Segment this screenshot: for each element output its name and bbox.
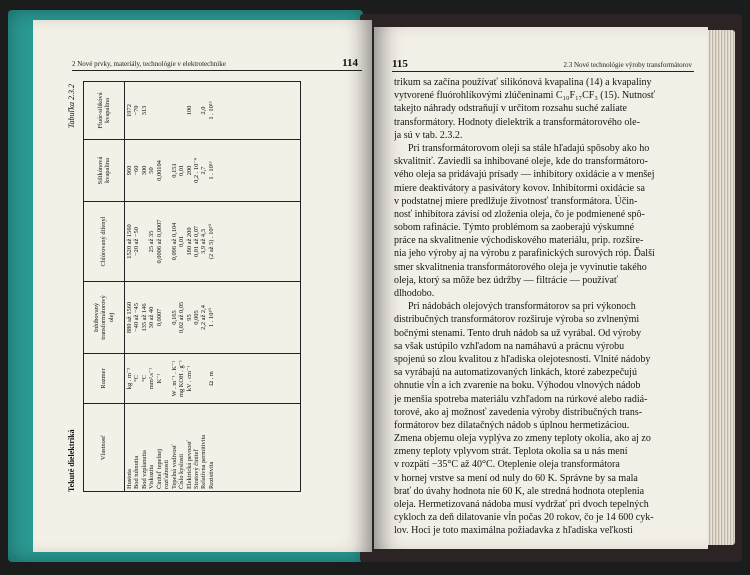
text-line: skvalitniť. Zaviedli sa inhibované oleje, kde do transformátoro- (394, 156, 648, 168)
text-line: lov. Hoci je toto maximálna požiadavka z hľadiska veľkosti (394, 525, 633, 537)
right-page-header (392, 55, 694, 72)
header-cell: Vlastnosť (84, 404, 125, 492)
rotated-table (67, 82, 302, 492)
text-line: sa vyrábajú na automatizovaných linkách, ktoré zabezpečujú (394, 367, 637, 379)
text-line: vého oleja sa pridávajú prísady — inhibítory oxidácie a v menšej (394, 169, 655, 181)
text-line: Pri nádobách olejových transformátorov sa pri výkonoch (408, 301, 636, 313)
text-line: brať do úvahy hodnota nie 60 K, ale stredná hodnota oteplenia (394, 485, 645, 497)
text-line: nosť inhibítora závisí od zloženia oleja, čo je podmienené spô- (394, 208, 645, 220)
table-label: Tabuľka 2.3.2 (67, 84, 76, 129)
header-cell: Inhibovaný transformátorový olej (84, 282, 125, 354)
header-cell: Rozmer (84, 354, 125, 404)
text-line: trikum sa začína používať silikónová kvapalina (14) a kvapaliny (394, 77, 652, 88)
text-line: distribučných transformátorov rozširuje výroba so zvlnenými (394, 314, 640, 326)
right-page-body (394, 76, 694, 538)
text-line: vytvorené fluórohlíkovými zlúčeninami C₁₀F₁₇CF₃ (15). Nutnosť (394, 90, 656, 102)
table-caption (67, 82, 81, 492)
text-line: dlhodobo. (394, 288, 435, 299)
text-line: sobom rafinácie. Týmto problémom sa zaoberajú výskumné (394, 222, 635, 234)
header-cell: Silikónová kvapalina (84, 140, 125, 202)
dielectric-table (83, 81, 301, 492)
text-line: formátorov bez dilatačných nádob s úplnou hermetizáciou. (394, 419, 630, 431)
text-line: sa však ustúpilo vzhľadom na namáhavú a prácnu výrobu (394, 340, 625, 352)
header-cell: Fluór-silikóvá kvapalina (84, 82, 125, 140)
text-line: v hornej vrstve sa mení od nuly do 60 K. Správne by sa mala (394, 472, 638, 484)
text-line: ohnutie vĺn a ich zvarenie na boku. Výhodou vlnových nádob (394, 380, 641, 392)
text-line: v podstatnej miere predlžuje životnosť transformátora. Účin- (394, 195, 638, 207)
text-line: Pri transformátorovom oleji sa stále hľadajú spôsoby ako ho (408, 142, 650, 154)
text-line: oleja. Hermetizovaná nádoba musí vydržať pri dvoch tepelných (394, 499, 649, 510)
page-edges (705, 30, 735, 545)
text-line: takejto náhrady odstraňují v určitom rozsahu suché zaliate (394, 103, 627, 115)
text-line: bočnými stenami. Tento druh nádob sa už vyrábal. Od výroby (394, 327, 642, 339)
text-line: oleja, ktorý sa môže bez údržby — filtrácie — používať (394, 274, 619, 286)
table-column-chlorinated-diphenyl: 1520 až 1560 −20 až −50 25 až 35 0,0006 až 0,0007 0,096 až 0,104 0,01 180 až 200 0,01 až 0,07 3,9 až 4,3 (2 až 5) . 10¹⁰ (125, 202, 301, 282)
text-line: cykloch za deň dilatovanie vĺn počas 20 rokov, čo je 14 600 cyk- (394, 512, 654, 524)
text-line: Zmena objemu oleja vyplýva zo zmeny teploty okolia, ako aj zo (394, 433, 651, 445)
table-block (67, 82, 302, 492)
text-line: spojenú so zlou kvalitou z hľadiska olejotesnosti. Vlnité nádoby (394, 353, 651, 365)
table-column-inhibited-oil: 880 až 1560 −40 až −45 135 až 146 30 až 40 0,0007 0,165 0,02 až 0,05 95 0,005 2,2 až 2,4 1 . 10¹⁰ (125, 282, 301, 354)
left-page-header (72, 54, 362, 71)
table-column-unit: kg . m⁻³ °C °C mm².s⁻¹ K⁻¹ W . m⁻¹ . K⁻¹ mg KOH . g⁻¹ kV . cm⁻¹ Ω . m (125, 354, 301, 404)
text-line: miere deaktivátory a pasivátory kovov. Inhibítormi oxidácie sa (394, 182, 645, 194)
header-cell: Chlórovaný difenyl (84, 202, 125, 282)
text-line: torové, ako aj možnosť zavedenia výroby distribučných trans- (394, 406, 643, 418)
table-title: Tekuté dielektriká (67, 429, 76, 492)
text-line: smer skvalitnenia transformátorového oleja je vyvinutie takého (394, 261, 647, 273)
table-column-property: Hustota Bod tuhnutia Bod vzplanutia Viskozita Činiteľ tepelnej rozťažnosti Tepelná vodivosť Číslo kyslosti Elektrická pevnosť Stratový činiteľ Relatívna permitivita Rezistivita (125, 404, 301, 492)
text-line: ja sú v tab. 2.3.2. (394, 129, 463, 141)
table-column-silicone-liquid: 960 −60 300 50 0,00104 0,151 0,01 200 0,2 . 10⁻⁴ 2,7 1 . 10¹³ (125, 140, 301, 202)
text-line: v rozpätí −35°C až 40°C. Oteplenie oleja transformátora (394, 459, 620, 471)
right-page-number: 115 (392, 58, 408, 70)
text-line: je menšia spotreba materiálu vzhľadom na rúrkové alebo radiá- (394, 393, 648, 405)
right-running-title: 2.3 Nové technológie výroby transformátorov (563, 61, 692, 69)
text-line: práce na skvalitnenie východiskového materiálu, prip. rozšíre- (394, 235, 644, 247)
table-header-row (84, 82, 125, 492)
left-page-number: 114 (342, 57, 358, 69)
left-running-title: 2 Nové prvky, materiály, technológie v elektrotechnike (72, 60, 226, 68)
table-body-row (125, 82, 301, 492)
text-line: transformátory. Hodnoty dielektrik a transformátorového ole- (394, 116, 640, 128)
text-line: nia jeho výroby aj na výrobu z parafinických surových róp. Ďalší (394, 248, 655, 260)
text-line: zmeny teploty vplyvom strát. Teplota okolia sa u nás mení (394, 446, 628, 458)
table-column-fluorosilicone-liquid: 1972 −70 313 100 2,0 1 . 10¹³ (125, 82, 301, 140)
